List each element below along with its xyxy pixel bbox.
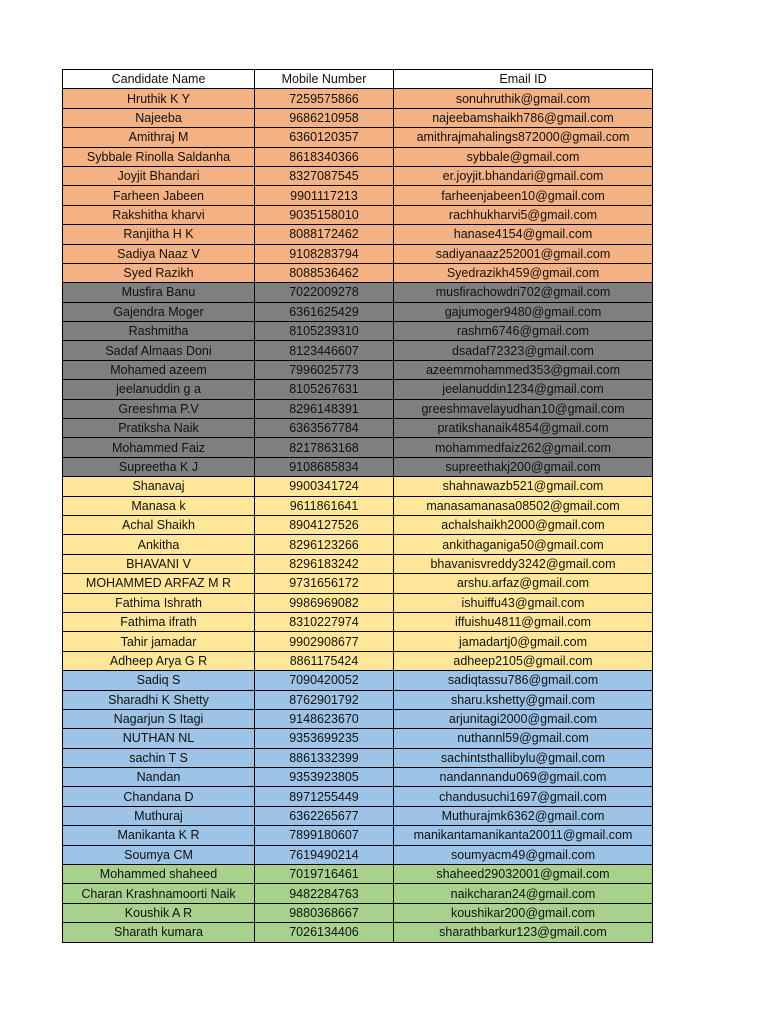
cell-email-id: sharu.kshetty@gmail.com xyxy=(394,690,653,709)
cell-candidate-name: Charan Krashnamoorti Naik xyxy=(63,884,255,903)
cell-email-id: arshu.arfaz@gmail.com xyxy=(394,574,653,593)
cell-mobile-number: 8861332399 xyxy=(255,748,394,767)
cell-mobile-number: 9611861641 xyxy=(255,496,394,515)
table-row xyxy=(63,574,653,593)
cell-candidate-name: Nagarjun S Itagi xyxy=(63,709,255,728)
cell-candidate-name: Supreetha K J xyxy=(63,457,255,476)
table-row xyxy=(63,923,653,942)
cell-candidate-name: Sharadhi K Shetty xyxy=(63,690,255,709)
table-row xyxy=(63,632,653,651)
table-row xyxy=(63,593,653,612)
cell-email-id: gajumoger9480@gmail.com xyxy=(394,302,653,321)
cell-mobile-number: 9986969082 xyxy=(255,593,394,612)
cell-email-id: supreethakj200@gmail.com xyxy=(394,457,653,476)
cell-email-id: hanase4154@gmail.com xyxy=(394,225,653,244)
header-mobile-number: Mobile Number xyxy=(255,70,394,89)
table-row xyxy=(63,651,653,670)
cell-candidate-name: Muthuraj xyxy=(63,806,255,825)
table-row xyxy=(63,380,653,399)
table-row xyxy=(63,515,653,534)
cell-email-id: chandusuchi1697@gmail.com xyxy=(394,787,653,806)
cell-email-id: sadiqtassu786@gmail.com xyxy=(394,671,653,690)
cell-candidate-name: Gajendra Moger xyxy=(63,302,255,321)
cell-email-id: adheep2105@gmail.com xyxy=(394,651,653,670)
cell-email-id: manasamanasa08502@gmail.com xyxy=(394,496,653,515)
table-row xyxy=(63,845,653,864)
table-row xyxy=(63,709,653,728)
table-row xyxy=(63,768,653,787)
cell-candidate-name: Fathima Ishrath xyxy=(63,593,255,612)
cell-mobile-number: 8088536462 xyxy=(255,263,394,282)
cell-candidate-name: Farheen Jabeen xyxy=(63,186,255,205)
cell-email-id: soumyacm49@gmail.com xyxy=(394,845,653,864)
cell-mobile-number: 8105267631 xyxy=(255,380,394,399)
table-row xyxy=(63,419,653,438)
cell-mobile-number: 7019716461 xyxy=(255,865,394,884)
table-row xyxy=(63,884,653,903)
cell-email-id: rashm6746@gmail.com xyxy=(394,322,653,341)
cell-candidate-name: MOHAMMED ARFAZ M R xyxy=(63,574,255,593)
table-row xyxy=(63,729,653,748)
table-row xyxy=(63,166,653,185)
cell-mobile-number: 9108283794 xyxy=(255,244,394,263)
cell-candidate-name: Koushik A R xyxy=(63,903,255,922)
cell-mobile-number: 7619490214 xyxy=(255,845,394,864)
cell-mobile-number: 6360120357 xyxy=(255,128,394,147)
cell-email-id: sadiyanaaz252001@gmail.com xyxy=(394,244,653,263)
cell-candidate-name: Hruthik K Y xyxy=(63,89,255,108)
cell-email-id: pratikshanaik4854@gmail.com xyxy=(394,419,653,438)
cell-candidate-name: Sadaf Almaas Doni xyxy=(63,341,255,360)
table-row xyxy=(63,612,653,631)
table-row xyxy=(63,690,653,709)
cell-candidate-name: Rakshitha kharvi xyxy=(63,205,255,224)
table-row xyxy=(63,89,653,108)
cell-mobile-number: 9148623670 xyxy=(255,709,394,728)
table-row xyxy=(63,806,653,825)
cell-email-id: sybbale@gmail.com xyxy=(394,147,653,166)
table-row xyxy=(63,341,653,360)
table-row xyxy=(63,554,653,573)
cell-mobile-number: 8296183242 xyxy=(255,554,394,573)
cell-email-id: azeemmohammed353@gmail.com xyxy=(394,360,653,379)
cell-mobile-number: 7090420052 xyxy=(255,671,394,690)
cell-candidate-name: Joyjit Bhandari xyxy=(63,166,255,185)
header-row xyxy=(63,70,653,89)
cell-mobile-number: 7026134406 xyxy=(255,923,394,942)
table-row xyxy=(63,826,653,845)
cell-email-id: koushikar200@gmail.com xyxy=(394,903,653,922)
cell-mobile-number: 9482284763 xyxy=(255,884,394,903)
cell-mobile-number: 6362265677 xyxy=(255,806,394,825)
table-row xyxy=(63,671,653,690)
cell-email-id: sharathbarkur123@gmail.com xyxy=(394,923,653,942)
cell-email-id: greeshmavelayudhan10@gmail.com xyxy=(394,399,653,418)
cell-mobile-number: 8217863168 xyxy=(255,438,394,457)
cell-candidate-name: Rashmitha xyxy=(63,322,255,341)
cell-email-id: nuthannl59@gmail.com xyxy=(394,729,653,748)
cell-email-id: dsadaf72323@gmail.com xyxy=(394,341,653,360)
cell-candidate-name: Chandana D xyxy=(63,787,255,806)
cell-candidate-name: Manasa k xyxy=(63,496,255,515)
cell-mobile-number: 8105239310 xyxy=(255,322,394,341)
cell-mobile-number: 9880368667 xyxy=(255,903,394,922)
table-body xyxy=(63,89,653,942)
table-row xyxy=(63,322,653,341)
cell-candidate-name: Ankitha xyxy=(63,535,255,554)
cell-email-id: sachintsthallibylu@gmail.com xyxy=(394,748,653,767)
table-row xyxy=(63,457,653,476)
table-row xyxy=(63,787,653,806)
cell-candidate-name: Najeeba xyxy=(63,108,255,127)
table-row xyxy=(63,186,653,205)
cell-email-id: manikantamanikanta20011@gmail.com xyxy=(394,826,653,845)
cell-email-id: rachhukharvi5@gmail.com xyxy=(394,205,653,224)
cell-mobile-number: 8296148391 xyxy=(255,399,394,418)
cell-mobile-number: 9686210958 xyxy=(255,108,394,127)
cell-candidate-name: Achal Shaikh xyxy=(63,515,255,534)
cell-email-id: shaheed29032001@gmail.com xyxy=(394,865,653,884)
cell-candidate-name: Greeshma P.V xyxy=(63,399,255,418)
cell-mobile-number: 8762901792 xyxy=(255,690,394,709)
cell-candidate-name: Adheep Arya G R xyxy=(63,651,255,670)
cell-candidate-name: Fathima ifrath xyxy=(63,612,255,631)
cell-candidate-name: jeelanuddin g a xyxy=(63,380,255,399)
cell-mobile-number: 8971255449 xyxy=(255,787,394,806)
header-email-id: Email ID xyxy=(394,70,653,89)
cell-candidate-name: Mohammed Faiz xyxy=(63,438,255,457)
cell-candidate-name: Manikanta K R xyxy=(63,826,255,845)
cell-mobile-number: 9035158010 xyxy=(255,205,394,224)
cell-mobile-number: 8310227974 xyxy=(255,612,394,631)
cell-candidate-name: Ranjitha H K xyxy=(63,225,255,244)
cell-mobile-number: 9353699235 xyxy=(255,729,394,748)
cell-email-id: arjunitagi2000@gmail.com xyxy=(394,709,653,728)
cell-mobile-number: 8296123266 xyxy=(255,535,394,554)
cell-mobile-number: 9902908677 xyxy=(255,632,394,651)
cell-email-id: mohammedfaiz262@gmail.com xyxy=(394,438,653,457)
cell-candidate-name: Soumya CM xyxy=(63,845,255,864)
candidate-table xyxy=(62,69,653,943)
cell-email-id: ishuiffu43@gmail.com xyxy=(394,593,653,612)
cell-candidate-name: Tahir jamadar xyxy=(63,632,255,651)
cell-mobile-number: 7022009278 xyxy=(255,283,394,302)
cell-email-id: musfirachowdri702@gmail.com xyxy=(394,283,653,302)
table-row xyxy=(63,399,653,418)
cell-mobile-number: 8327087545 xyxy=(255,166,394,185)
cell-mobile-number: 9900341724 xyxy=(255,477,394,496)
cell-mobile-number: 8618340366 xyxy=(255,147,394,166)
cell-candidate-name: Sharath kumara xyxy=(63,923,255,942)
table-row xyxy=(63,496,653,515)
cell-email-id: naikcharan24@gmail.com xyxy=(394,884,653,903)
cell-mobile-number: 9108685834 xyxy=(255,457,394,476)
table-row xyxy=(63,438,653,457)
cell-mobile-number: 6363567784 xyxy=(255,419,394,438)
table-row xyxy=(63,865,653,884)
table-row xyxy=(63,748,653,767)
cell-candidate-name: NUTHAN NL xyxy=(63,729,255,748)
cell-mobile-number: 7899180607 xyxy=(255,826,394,845)
cell-candidate-name: sachin T S xyxy=(63,748,255,767)
cell-email-id: jeelanuddin1234@gmail.com xyxy=(394,380,653,399)
table-row xyxy=(63,147,653,166)
cell-email-id: shahnawazb521@gmail.com xyxy=(394,477,653,496)
cell-mobile-number: 8904127526 xyxy=(255,515,394,534)
table-row xyxy=(63,263,653,282)
cell-candidate-name: BHAVANI V xyxy=(63,554,255,573)
cell-email-id: farheenjabeen10@gmail.com xyxy=(394,186,653,205)
cell-candidate-name: Mohamed azeem xyxy=(63,360,255,379)
cell-email-id: najeebamshaikh786@gmail.com xyxy=(394,108,653,127)
cell-candidate-name: Syed Razikh xyxy=(63,263,255,282)
table-row xyxy=(63,903,653,922)
cell-mobile-number: 8088172462 xyxy=(255,225,394,244)
cell-candidate-name: Amithraj M xyxy=(63,128,255,147)
table-row xyxy=(63,535,653,554)
table-row xyxy=(63,360,653,379)
table-row xyxy=(63,302,653,321)
table-row xyxy=(63,128,653,147)
cell-email-id: amithrajmahalings872000@gmail.com xyxy=(394,128,653,147)
cell-email-id: sonuhruthik@gmail.com xyxy=(394,89,653,108)
cell-email-id: Muthurajmk6362@gmail.com xyxy=(394,806,653,825)
cell-email-id: bhavanisvreddy3242@gmail.com xyxy=(394,554,653,573)
table-row xyxy=(63,225,653,244)
cell-candidate-name: Sadiya Naaz V xyxy=(63,244,255,263)
cell-email-id: jamadartj0@gmail.com xyxy=(394,632,653,651)
cell-candidate-name: Musfira Banu xyxy=(63,283,255,302)
header-candidate-name: Candidate Name xyxy=(63,70,255,89)
cell-mobile-number: 9353923805 xyxy=(255,768,394,787)
cell-email-id: Syedrazikh459@gmail.com xyxy=(394,263,653,282)
table-row xyxy=(63,244,653,263)
table-row xyxy=(63,283,653,302)
cell-mobile-number: 9901117213 xyxy=(255,186,394,205)
cell-candidate-name: Sadiq S xyxy=(63,671,255,690)
cell-mobile-number: 9731656172 xyxy=(255,574,394,593)
table-row xyxy=(63,108,653,127)
cell-mobile-number: 6361625429 xyxy=(255,302,394,321)
cell-candidate-name: Mohammed shaheed xyxy=(63,865,255,884)
cell-candidate-name: Shanavaj xyxy=(63,477,255,496)
cell-email-id: ankithaganiga50@gmail.com xyxy=(394,535,653,554)
cell-candidate-name: Pratiksha Naik xyxy=(63,419,255,438)
cell-candidate-name: Nandan xyxy=(63,768,255,787)
cell-email-id: iffuishu4811@gmail.com xyxy=(394,612,653,631)
cell-email-id: er.joyjit.bhandari@gmail.com xyxy=(394,166,653,185)
table-row xyxy=(63,477,653,496)
cell-mobile-number: 7259575866 xyxy=(255,89,394,108)
cell-mobile-number: 8861175424 xyxy=(255,651,394,670)
cell-email-id: achalshaikh2000@gmail.com xyxy=(394,515,653,534)
cell-mobile-number: 7996025773 xyxy=(255,360,394,379)
cell-mobile-number: 8123446607 xyxy=(255,341,394,360)
cell-candidate-name: Sybbale Rinolla Saldanha xyxy=(63,147,255,166)
cell-email-id: nandannandu069@gmail.com xyxy=(394,768,653,787)
table-row xyxy=(63,205,653,224)
